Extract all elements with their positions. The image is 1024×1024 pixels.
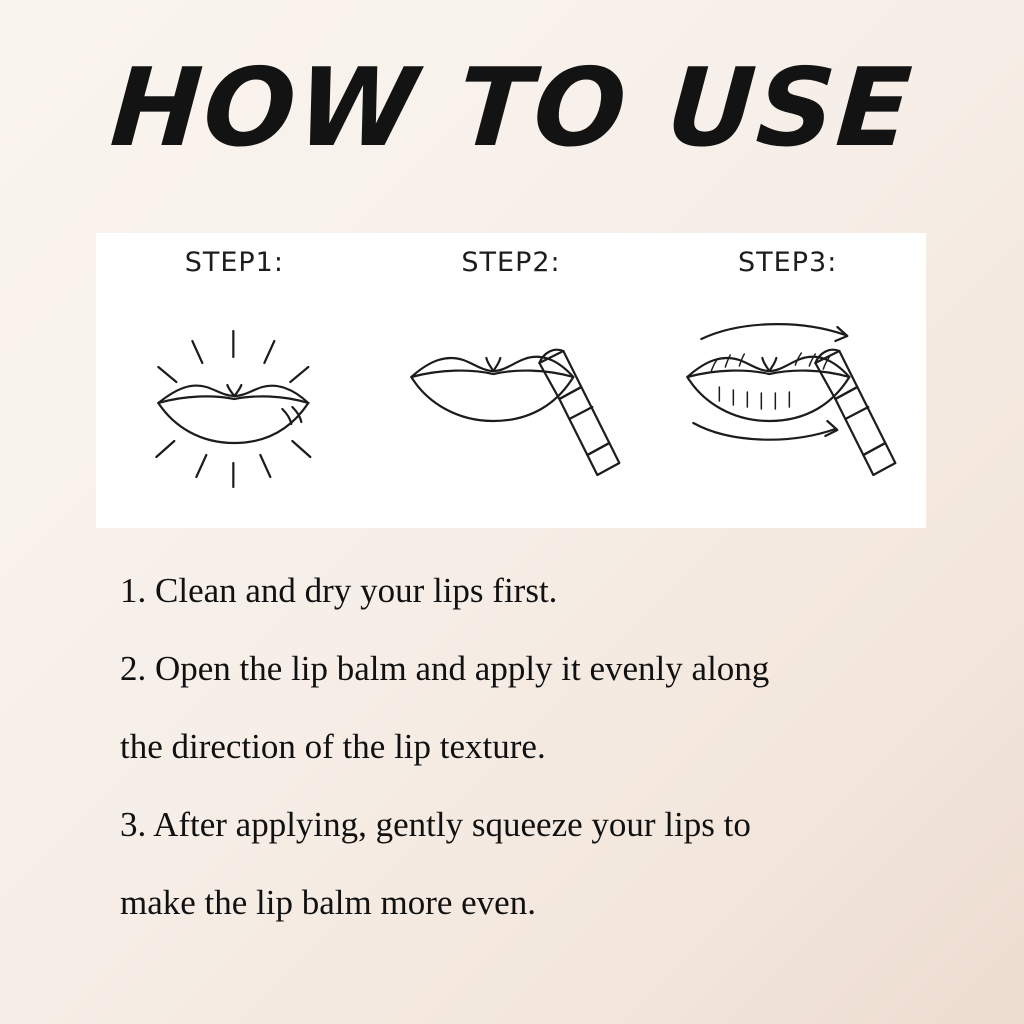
instruction-line: 3. After applying, gently squeeze your lips to: [120, 805, 751, 844]
instruction-line: 1. Clean and dry your lips first.: [120, 571, 558, 610]
lips-pressing-together-icon: [649, 291, 926, 521]
steps-panel: [96, 233, 926, 528]
lips-with-balm-applying-icon: [373, 291, 650, 521]
instruction-line: the direction of the lip texture.: [120, 727, 546, 766]
step-1: [96, 233, 373, 528]
instruction-line: make the lip balm more even.: [120, 883, 536, 922]
instructions-list: [120, 552, 950, 942]
step-2: [373, 233, 650, 528]
step-2-label: STEP2:: [461, 247, 561, 278]
lips-shine-icon: [96, 291, 373, 521]
step-3-label: STEP3:: [738, 247, 838, 278]
instruction-line: 2. Open the lip balm and apply it evenly along: [120, 649, 770, 688]
step-1-label: STEP1:: [184, 247, 284, 278]
step-3: [649, 233, 926, 528]
page-title: HOW TO USE: [107, 46, 918, 171]
